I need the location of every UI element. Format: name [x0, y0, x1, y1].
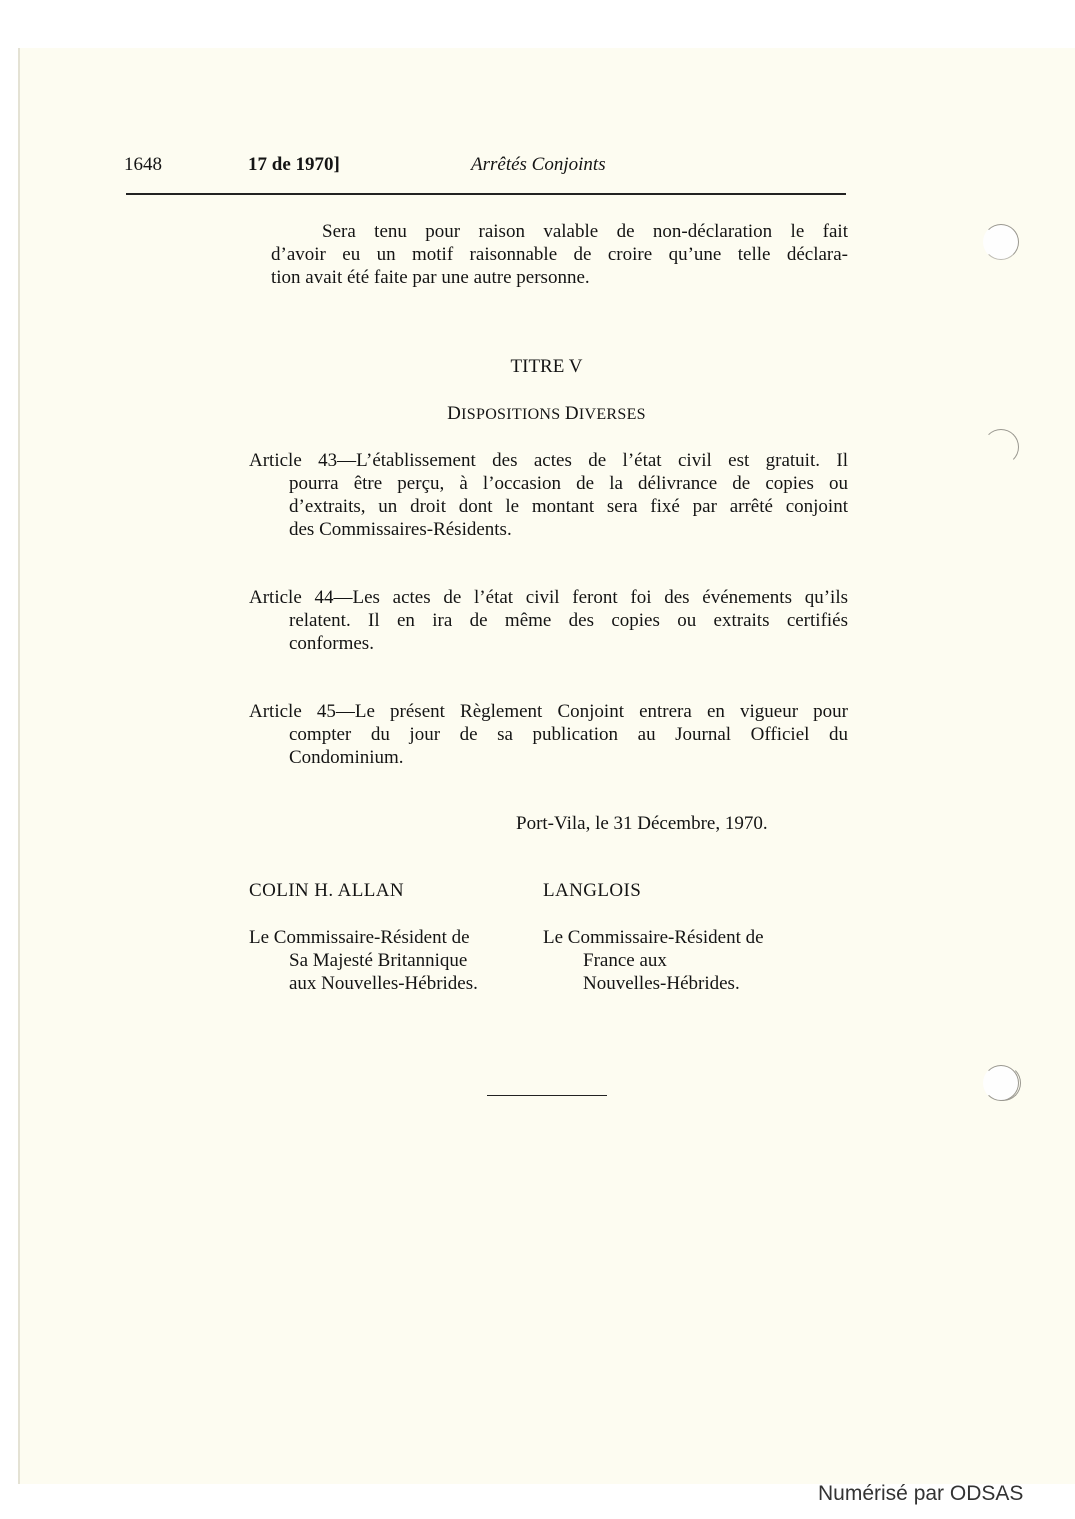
intro-line: d’avoir eu un motif raisonnable de croire qu’une telle déclara-: [271, 244, 848, 265]
digitization-watermark: Numérisé par ODSAS: [818, 1482, 1024, 1505]
article-45: [249, 700, 848, 769]
signatory-title-line: Le Commissaire-Résident de: [249, 927, 470, 948]
article-line: Article 45—Le présent Règlement Conjoint entrera en vigueur pour: [249, 701, 848, 722]
signatory-name-right: LANGLOIS: [543, 880, 642, 901]
article-line: Article 44—Les actes de l’état civil feront foi des événements qu’ils: [249, 587, 848, 608]
article-line: des Commissaires-Résidents.: [289, 519, 512, 540]
punch-hole-icon: [983, 224, 1019, 260]
heading-initial: D: [564, 403, 579, 424]
signatory-title-line: Le Commissaire-Résident de: [543, 927, 764, 948]
running-title: Arrêtés Conjoints: [471, 154, 606, 175]
article-line: d’extraits, un droit dont le montant sera fixé par arrêté conjoint: [289, 496, 848, 517]
section-heading: [18, 403, 1075, 425]
page-number: 1648: [124, 154, 162, 175]
article-line: Article 43—L’établissement des actes de l’état civil est gratuit. Il: [249, 450, 848, 471]
heading-word: IVERSES: [578, 406, 646, 423]
article-line: Condominium.: [289, 747, 404, 768]
article-line: compter du jour de sa publication au Journal Officiel du: [289, 724, 848, 745]
section-title: TITRE V: [510, 356, 583, 377]
signatory-title-line: aux Nouvelles-Hébrides.: [289, 973, 478, 994]
place-and-date: Port-Vila, le 31 Décembre, 1970.: [516, 813, 768, 834]
document-page: [18, 48, 1075, 1484]
intro-paragraph: [271, 220, 848, 289]
article-44: [249, 586, 848, 655]
signatory-title-left: [249, 926, 478, 995]
article-line: pourra être perçu, à l’occasion de la délivrance de copies ou: [289, 473, 848, 494]
punch-hole-icon: [983, 1065, 1019, 1101]
signatory-title-right: [543, 926, 764, 995]
heading-word: ISPOSITIONS: [461, 406, 561, 423]
signatory-title-line: France aux: [583, 950, 667, 971]
header-rule: [126, 193, 846, 195]
punch-hole-icon: [983, 429, 1019, 465]
issue-reference: 17 de 1970]: [248, 154, 340, 175]
signatory-title-line: Nouvelles-Hébrides.: [583, 973, 740, 994]
intro-line: tion avait été faite par une autre personne.: [271, 267, 590, 288]
signatory-name-left: COLIN H. ALLAN: [249, 880, 404, 901]
article-43: [249, 449, 848, 541]
signatory-title-line: Sa Majesté Britannique: [289, 950, 468, 971]
intro-line: Sera tenu pour raison valable de non-déclaration le fait: [322, 221, 848, 242]
heading-initial: D: [447, 403, 462, 424]
article-line: conformes.: [289, 633, 374, 654]
article-line: relatent. Il en ira de même des copies ou extraits certifiés: [289, 610, 848, 631]
end-rule: [487, 1095, 607, 1096]
